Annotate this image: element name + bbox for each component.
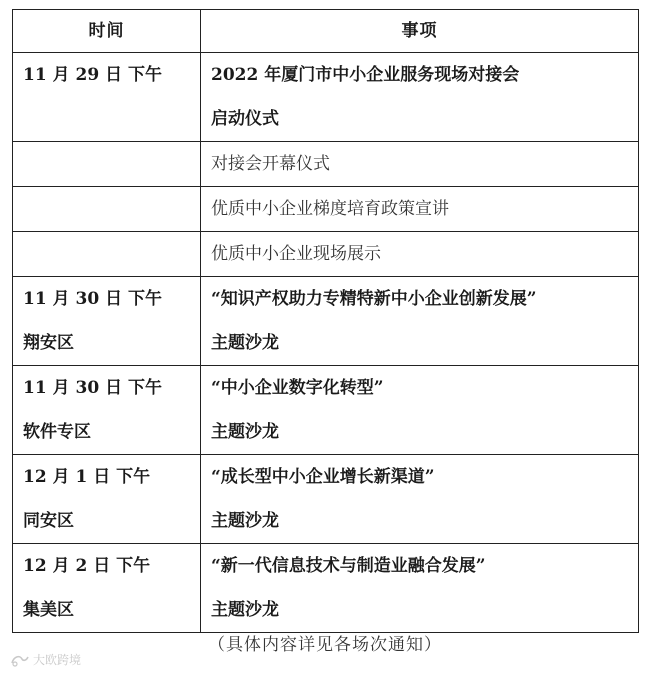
cell-item — [201, 142, 639, 187]
table-row — [13, 455, 639, 544]
watermark-text: 大欧跨境 — [33, 653, 82, 667]
table-row — [13, 277, 639, 366]
table-row — [13, 544, 639, 633]
item-line: “新一代信息技术与制造业融合发展” — [211, 556, 486, 576]
time-line: 软件专区 — [23, 422, 91, 442]
time-line: 翔安区 — [23, 333, 74, 353]
item-line: 优质中小企业现场展示 — [211, 244, 381, 264]
cell-item — [201, 53, 639, 142]
cell-item — [201, 232, 639, 277]
item-line: “成长型中小企业增长新渠道” — [211, 467, 435, 487]
table-row — [13, 142, 639, 187]
time-line: 11 月 29 日 下午 — [23, 65, 162, 85]
table-row — [13, 187, 639, 232]
item-line: “中小企业数字化转型” — [211, 378, 384, 398]
cell-item — [201, 277, 639, 366]
time-line: 同安区 — [23, 511, 74, 531]
cell-time — [13, 277, 201, 366]
cell-time — [13, 53, 201, 142]
logo-icon — [10, 653, 30, 667]
header-time: 时间 — [13, 10, 201, 53]
time-line: 11 月 30 日 下午 — [23, 378, 162, 398]
cell-item — [201, 366, 639, 455]
schedule-sheet — [12, 9, 638, 633]
cell-time — [13, 142, 201, 187]
cell-time — [13, 455, 201, 544]
item-line: 对接会开幕仪式 — [211, 154, 330, 174]
cell-item — [201, 544, 639, 633]
time-line: 12 月 1 日 下午 — [23, 467, 151, 487]
cell-time — [13, 232, 201, 277]
item-line: 主题沙龙 — [211, 422, 279, 442]
item-line: “知识产权助力专精特新中小企业创新发展” — [211, 289, 537, 309]
schedule-table — [12, 9, 639, 633]
cell-time — [13, 544, 201, 633]
item-line: 优质中小企业梯度培育政策宣讲 — [211, 199, 449, 219]
time-line: 12 月 2 日 下午 — [23, 556, 151, 576]
cell-item — [201, 455, 639, 544]
schedule-body — [13, 53, 639, 633]
table-row — [13, 53, 639, 142]
time-line: 集美区 — [23, 600, 74, 620]
table-row — [13, 366, 639, 455]
table-row — [13, 232, 639, 277]
header-item: 事项 — [201, 10, 639, 53]
item-line: 启动仪式 — [211, 109, 279, 129]
table-header-row — [13, 10, 639, 53]
cell-item — [201, 187, 639, 232]
cell-time — [13, 366, 201, 455]
time-line: 11 月 30 日 下午 — [23, 289, 162, 309]
footnote: （具体内容详见各场次通知） — [208, 635, 442, 655]
watermark — [10, 651, 81, 668]
item-line: 主题沙龙 — [211, 600, 279, 620]
item-line: 主题沙龙 — [211, 511, 279, 531]
item-line: 主题沙龙 — [211, 333, 279, 353]
cell-time — [13, 187, 201, 232]
item-line: 2022 年厦门市中小企业服务现场对接会 — [211, 65, 520, 85]
